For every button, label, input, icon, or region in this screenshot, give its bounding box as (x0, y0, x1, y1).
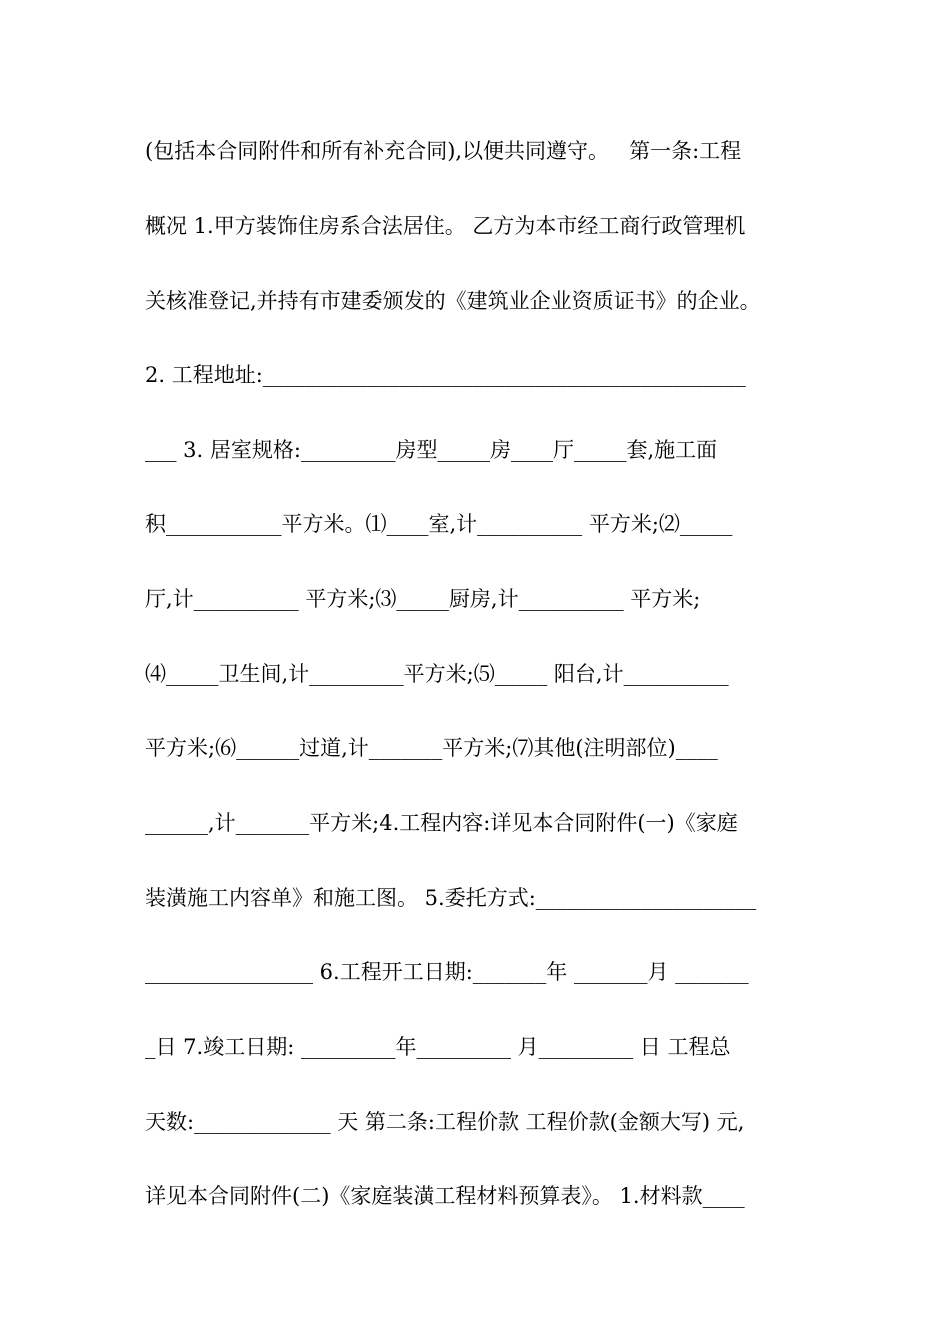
text-line: 平方米;⑹______过道,计_______平方米;⑺其他(注明部位)____ (145, 736, 718, 760)
text-line: _日 7.竣工日期: _________年_________ 月_________ 日 工程总 (145, 1035, 731, 1059)
text-line: ________________ 6.工程开工日期:_______年 _______月 _______ (145, 960, 749, 984)
text-line: 概况 1.甲方装饰住房系合法居住。 乙方为本市经工商行政管理机 (145, 214, 746, 238)
text-line: 装潢施工内容单》和施工图。 5.委托方式:_____________________ (145, 886, 757, 910)
text-line: ___ 3. 居室规格:_________房型_____房____厅_____套,施工面 (145, 438, 718, 462)
text-line: 厅,计__________ 平方米;⑶_____厨房,计__________ 平方米; (145, 587, 701, 611)
text-line: 积___________平方米。⑴____室,计__________ 平方米;⑵_____ (145, 512, 733, 536)
text-line: ⑷_____卫生间,计_________平方米;⑸_____ 阳台,计__________ (145, 662, 729, 686)
text-line: (包括本合同附件和所有补充合同),以便共同遵守。 第一条:工程 (145, 139, 742, 163)
text-line: ______,计_______平方米;4.工程内容:详见本合同附件(一)《家庭 (145, 811, 738, 835)
text-line: 关核准登记,并持有市建委颁发的《建筑业企业资质证书》的企业。 (145, 289, 761, 313)
text-line: 2. 工程地址:______________________________________________ (145, 363, 746, 387)
text-line: 详见本合同附件(二)《家庭装潢工程材料预算表》。 1.材料款____ (145, 1184, 745, 1208)
text-line: 天数:_____________ 天 第二条:工程价款 工程价款(金额大写) 元, (145, 1110, 745, 1134)
